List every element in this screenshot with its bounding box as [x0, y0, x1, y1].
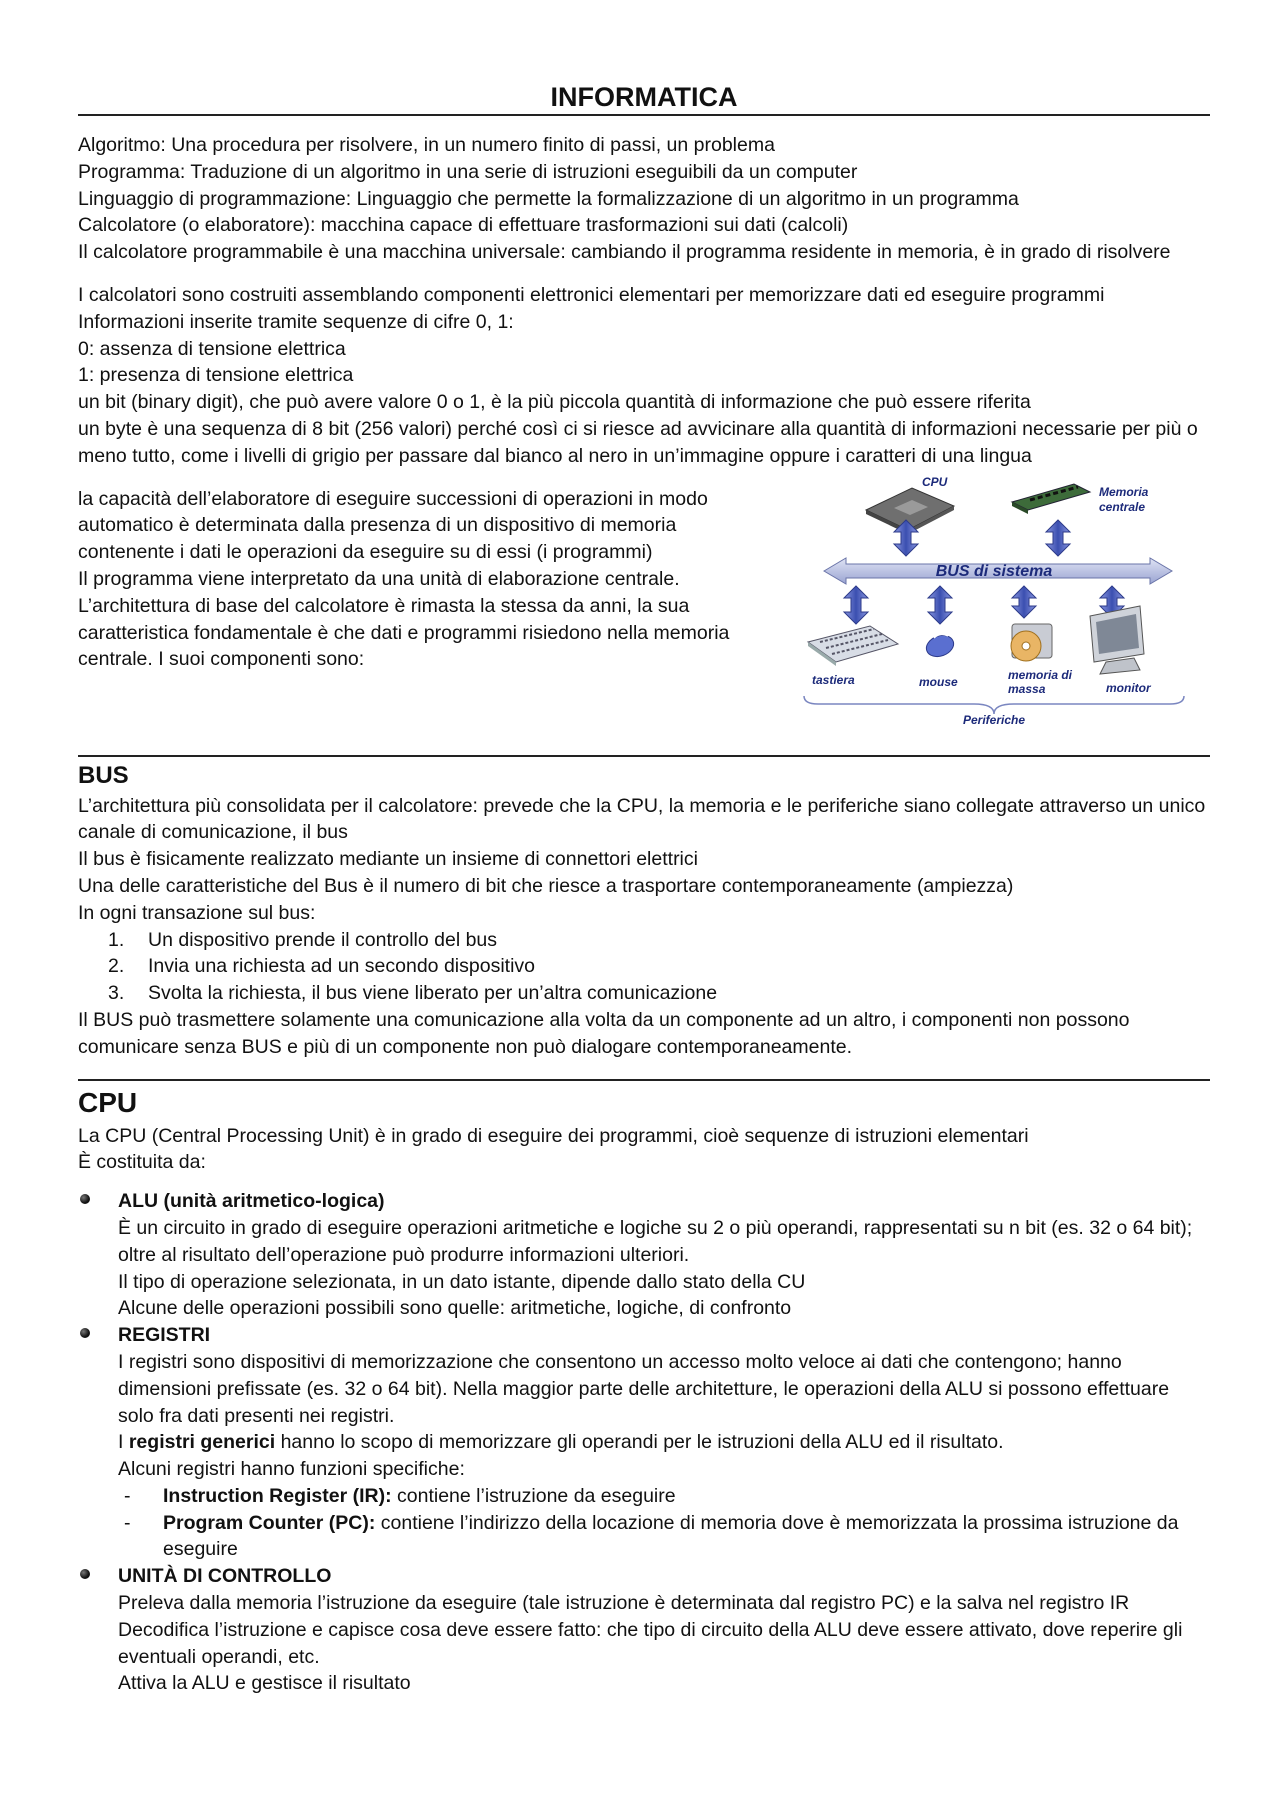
ir-bold: Instruction Register (IR):: [163, 1484, 392, 1507]
cpu-section: [78, 1123, 1210, 1698]
definition-algoritmo: Algoritmo: Una procedura per risolvere, in un numero finito di passi, un problema: [78, 134, 775, 156]
architecture-block: [78, 474, 1210, 729]
storage-disk-icon: [1011, 624, 1052, 661]
registri-line-definition: I registri sono dispositivi di memorizzazione che consentono un accesso molto veloce ai dati che contengono; hanno dimensioni prefissate (es. 32 o 64 bit). Nella maggior parte delle architetture, le operazioni della ALU si possono effettuare solo fra dati presenti nei registri.: [118, 1350, 1170, 1427]
bus-line-width: Una delle caratteristiche del Bus è il numero di bit che riesce a trasportare contemporaneamente (ampiezza): [78, 874, 1014, 897]
dash-marker: -: [124, 1484, 131, 1507]
bits-paragraph: [78, 282, 1210, 470]
list-item: [78, 980, 1210, 1007]
bus-section: [78, 793, 1210, 1061]
alu-title: ALU (unità aritmetico-logica): [118, 1190, 385, 1213]
bus-line-closing: Il BUS può trasmettere solamente una comunicazione alla volta da un componente ad un altro, i componenti non possono comunicare senza BUS e più di un componente non può dialogare contemporaneamente.: [78, 1008, 1130, 1058]
storage-bus-arrow-icon: [1012, 586, 1036, 618]
step-text: Svolta la richiesta, il bus viene liberato per un’altra comunicazione: [148, 982, 718, 1005]
generic-rest: hanno lo scopo di memorizzare gli operandi per le istruzioni della ALU ed il risultato.: [275, 1431, 1004, 1454]
diagram-monitor-label: monitor: [1106, 680, 1151, 695]
step-text: Invia una richiesta ad un secondo dispositivo: [148, 955, 535, 978]
mouse-icon: [923, 631, 956, 659]
bus-steps-list: [78, 927, 1210, 1007]
alu-line-operation: Il tipo di operazione selezionata, in un dato istante, dipende dallo stato della CU: [118, 1270, 806, 1293]
document-page: [78, 0, 1210, 1697]
cpu-heading: CPU: [78, 1086, 138, 1118]
bus-line-architecture: L’architettura più consolidata per il calcolatore: prevede che la CPU, la memoria e le periferiche siano collegate attraverso un unico canale di comunicazione, il bus: [78, 794, 1206, 844]
bullet-icon: [80, 1569, 90, 1579]
list-item-cu: [78, 1563, 1210, 1697]
title-rule: [78, 114, 1210, 116]
page-title: INFORMATICA: [550, 82, 738, 112]
diagram-memoria-label-2: centrale: [1099, 499, 1146, 514]
bits-line-byte: un byte è una sequenza di 8 bit (256 valori) perché così ci si riesce ad avvicinare alla quantità di informazioni necessarie per più o meno tutto, come i livelli di grigio per passare dal bianco al nero in un’immagine oppure i caratteri di una lingua: [78, 417, 1198, 467]
system-bus-svg: [794, 474, 1194, 724]
definition-programmabile: Il calcolatore programmabile è una macchina universale: cambiando il programma residente in memoria, è in grado di risolvere: [78, 241, 1171, 264]
step-number: 3.: [108, 982, 125, 1005]
alu-line-types: Alcune delle operazioni possibili sono quelle: aritmetiche, logiche, di confronto: [118, 1297, 792, 1320]
definition-calcolatore: Calcolatore (o elaboratore): macchina capace di effettuare trasformazioni sui dati (calcoli): [78, 214, 849, 237]
keyboard-icon: [808, 626, 898, 666]
bus-line-physical: Il bus è fisicamente realizzato mediante un insieme di connettori elettrici: [78, 848, 698, 871]
memory-module-icon: [1012, 484, 1090, 514]
diagram-memoria-label-1: Memoria: [1099, 484, 1149, 499]
definition-linguaggio: Linguaggio di programmazione: Linguaggio che permette la formalizzazione di un algoritmo in un programma: [78, 187, 1019, 210]
list-item-pc: [118, 1510, 1210, 1564]
step-number: 2.: [108, 955, 125, 978]
cpu-line-composition: È costituita da:: [78, 1151, 206, 1174]
bus-line-transaction: In ogni transazione sul bus:: [78, 901, 316, 924]
mouse-bus-arrow-icon: [928, 586, 952, 624]
intro-definitions: [78, 132, 1210, 266]
cpu-section-rule: [78, 1079, 1210, 1081]
generic-prefix: I: [118, 1431, 129, 1454]
diagram-tastiera-label: tastiera: [812, 672, 855, 687]
list-item: [78, 953, 1210, 980]
dash-marker: -: [124, 1511, 131, 1534]
diagram-massa-label-2: massa: [1008, 681, 1046, 696]
bits-line-intro: I calcolatori sono costruiti assemblando componenti elettronici elementari per memorizzare dati ed eseguire programmi Informazioni inserite tramite sequenze di cifre 0, 1:: [78, 283, 1105, 333]
definition-programma: Programma: Traduzione di un algoritmo in una serie di istruzioni eseguibili da un computer: [78, 160, 858, 183]
step-number: 1.: [108, 928, 125, 951]
bits-line-bit: un bit (binary digit), che può avere valore 0 o 1, è la più piccola quantità di informazione che può essere riferita: [78, 391, 1031, 414]
bus-section-rule: [78, 755, 1210, 757]
cpu-line-definition: La CPU (Central Processing Unit) è in grado di eseguire dei programmi, cioè sequenze di istruzioni elementari: [78, 1124, 1029, 1147]
cpu-components-list: [78, 1188, 1210, 1697]
diagram-bus-label: BUS di sistema: [935, 562, 1053, 580]
list-item: [78, 927, 1210, 954]
architecture-line-cpu: Il programma viene interpretato da una unità di elaborazione centrale. L’architettura di base del calcolatore è rimasta la stessa da anni, la sua caratteristica fondamentale è che dati e programmi risiedono nella memoria centrale. I suoi componenti sono:: [78, 567, 730, 671]
diagram-cpu-label: CPU: [922, 474, 948, 489]
cu-line-activate: Attiva la ALU e gestisce il risultato: [118, 1672, 411, 1695]
bullet-icon: [80, 1328, 90, 1338]
keyboard-bus-arrow-icon: [844, 586, 868, 624]
registri-line-generic: [118, 1429, 1210, 1456]
ir-rest: contiene l’istruzione da eseguire: [391, 1484, 676, 1507]
periferiche-bracket: [804, 696, 1184, 714]
list-item-alu: [78, 1188, 1210, 1322]
list-item-registri: [78, 1322, 1210, 1563]
pc-bold: Program Counter (PC):: [163, 1511, 376, 1534]
alu-line-circuit: È un circuito in grado di eseguire operazioni aritmetiche e logiche su 2 o più operandi, rappresentati su n bit (es. 32 o 64 bit); oltre al risultato dell’operazione può produrre informazioni ulteriori.: [118, 1216, 1193, 1266]
step-text: Un dispositivo prende il controllo del bus: [148, 928, 498, 951]
list-item-ir: [118, 1483, 1210, 1510]
bullet-icon: [80, 1194, 90, 1204]
system-bus-diagram: [794, 474, 1194, 729]
diagram-periferiche-label: Periferiche: [962, 712, 1026, 724]
monitor-icon: [1090, 606, 1144, 674]
cu-line-fetch: Preleva dalla memoria l’istruzione da eseguire (tale istruzione è determinata dal registro PC) e la salva nel registro IR Decodifica l’istruzione e capisce cosa deve essere fatto: che tipo di circuito della ALU deve essere attivato, dove reperire gli eventuali operandi, etc.: [118, 1592, 1183, 1668]
bits-line-one: 1: presenza di tensione elettrica: [78, 364, 354, 387]
registri-line-specific: Alcuni registri hanno funzioni specifiche:: [118, 1458, 465, 1481]
bits-line-zero: 0: assenza di tensione elettrica: [78, 337, 346, 360]
pc-rest: contiene l’indirizzo della locazione di memoria dove è memorizzata la prossima istruzione da eseguire: [163, 1511, 1179, 1561]
bus-heading: BUS: [78, 761, 129, 789]
generic-bold: registri generici: [128, 1431, 276, 1454]
diagram-mouse-label: mouse: [919, 674, 958, 689]
architecture-text: [78, 486, 758, 729]
architecture-line-memory: la capacità dell’elaboratore di eseguire successioni di operazioni in modo automatico è determinata dalla presenza di un dispositivo di memoria contenente i dati le operazioni da eseguire su di essi (i programmi): [78, 487, 708, 564]
registri-title: REGISTRI: [118, 1324, 211, 1347]
diagram-massa-label-1: memoria di: [1008, 667, 1073, 682]
cu-title: UNITÀ DI CONTROLLO: [118, 1565, 332, 1588]
memory-bus-arrow-icon: [1046, 520, 1070, 556]
